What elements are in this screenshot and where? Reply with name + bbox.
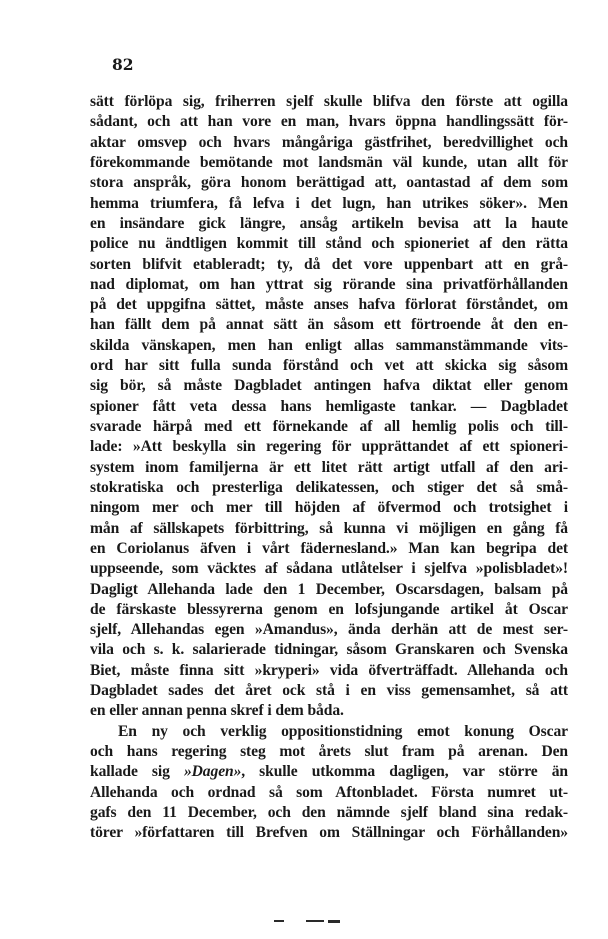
body-text [90,92,568,844]
paragraph-start-line: En ny och verklig oppositionstidning emot konung Oscar [118,722,568,740]
text-line: sorten blifvit etableradt; ty, då det vore uppenbart att en grå- [90,255,568,273]
paragraph-end-line: en eller annan penna skref i dem båda. [90,702,344,720]
text-line: sätt förlöpa sig, friherren sjelf skulle blifva den förste att ogilla [90,93,568,110]
text-line [90,762,568,782]
text-line: ord har sitt fulla sunda förstånd och vet att skicka sig såsom [90,357,568,375]
newspaper-title-dagen: »Dagen» [183,763,242,781]
text-line: svarade härpå med ett förnekande af all hemlig polis och till- [90,418,568,435]
text-line: de färskaste blessyrerna genom en lofsjungande artikel åt Oscar [90,600,568,618]
text-line: gafs den 11 December, och den nämnde sjelf bland sina redak- [90,803,568,821]
text-span: kallade sig [90,763,184,781]
text-line: sig bör, så måste Dagbladet antingen hafva diktat eller genom [90,377,568,395]
text-line: vila och s. k. salarierade tidningar, såsom Granskaren och Svenska [90,641,568,659]
text-line: han fällt dem på annat sätt än såsom ett förtroende åt den en- [90,316,568,334]
text-line: och hans regering steg mot årets slut fram på arenan. Den [90,743,568,760]
text-line: Dagbladet sades det året ock stå i en viss gemensamhet, så att [90,682,568,700]
text-line: Allehanda och ordnad så som Aftonbladet. Första numret ut- [90,783,568,801]
text-line: stora anspråk, göra honom berättigad att, oantastad af dem som [90,174,568,192]
text-line: törer »författaren till Brefven om Ställningar och Förhållanden» [90,824,568,842]
text-line: police nu ändtligen kommit till stånd och spioneriet af den rätta [90,235,568,253]
text-line: aktar omsvep och hvars mångåriga gästfrihet, beredvillighet och [90,133,568,151]
printer-mark-rule [328,920,340,923]
text-line: en Coriolanus äfven i vårt fädernesland.» Man kan begripa det [90,539,568,557]
text-line: lade: »Att beskylla sin regering för upprättandet af ett spioneri- [90,438,568,456]
text-line: hemma triumfera, få lefva i det lugn, han utrikes söker». Men [90,194,568,212]
printer-mark-rule [306,920,324,922]
text-line: på det uppgifna sättet, måste anses hafva förlorat förståndet, om [90,296,568,314]
text-line: skilda vänskapen, men han enligt allas sammanstämmande vits- [90,336,568,354]
text-line: nad diplomat, om han yttrat sig rörande sina privatförhållanden [90,275,568,293]
printer-mark-rule [274,920,284,922]
page-number: 82 [112,55,134,74]
text-line: ningom mer och mer till höjden af öfvermod och trotsighet i [90,499,568,517]
text-line: Biet, måste finna sitt »kryperi» vida öfverträffadt. Allehanda och [90,661,568,679]
text-span: , skulle utkomma dagligen, var större än [241,763,568,781]
text-line: sådant, och att han vore en man, hvars öppna handlingssätt för- [90,113,568,131]
text-line: Dagligt Allehanda lade den 1 December, Oscarsdagen, balsam på [90,580,568,598]
text-line: en insändare gick längre, ansåg artikeln bevisa att la haute [90,214,568,232]
text-line: uppseende, som väcktes af sådana utlåtelser i sjelfva »polisbladet»! [90,560,568,578]
text-line: stokratiska och presterliga delikatessen, och stiger det så små- [90,478,568,496]
text-line: förekommande bemötande mot landsmän väl kunde, utan allt för [90,153,568,171]
text-line: spioner fått veta dessa hans hemligaste tankar. — Dagbladet [90,397,568,415]
text-line: mån af sällskapets förbittring, så kunna vi möjligen en gång få [90,519,568,537]
text-line: system inom familjerna är ett litet rätt artigt utfall af den ari- [90,458,568,476]
text-line: sjelf, Allehandas egen »Amandus», ända derhän att de mest ser- [90,621,568,639]
